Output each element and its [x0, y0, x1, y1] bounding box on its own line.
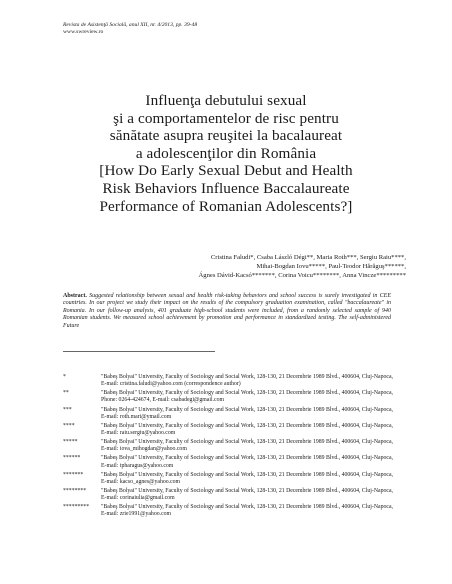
footnote-text: "Babeş Bolyai" University, Faculty of Sociology and Social Work, 128-130, 21 Decembrie 1989 Blvd., 400604, Cluj-Napoca, E-mail: raiu.sergiu@yahoo.com	[101, 422, 393, 436]
journal-citation: Revista de Asistenţă Socială, anul XII, nr. 4/2013, pp. 39-48	[63, 22, 198, 28]
journal-website: www.swreview.ro	[63, 29, 104, 35]
footnote-mark: ********	[63, 487, 87, 494]
footnote-text: "Babeş Bolyai" University, Faculty of Sociology and Social Work, 128-130, 21 Decembrie 1989 Blvd., 400604, Cluj-Napoca, E-mail: cristina.faludi@yahoo.com (correspondence author)	[101, 374, 393, 388]
title-ro-line: Influenţa debutului sexual	[145, 92, 307, 109]
author-line: Ágnes Dávid-Kacsó*******, Corina Voicu********, Anna Vincze*********	[198, 272, 406, 280]
footnote-text: "Babeş Bolyai" University, Faculty of Sociology and Social Work, 128-130, 21 Decembrie 1989 Blvd., 400604, Cluj-Napoca, E-mail: corinaiulia@gmail.com	[101, 487, 393, 502]
footnote	[63, 407, 393, 421]
journal-header	[63, 22, 197, 36]
footnote	[63, 439, 393, 453]
footnote	[63, 455, 393, 469]
footnote-divider	[63, 351, 215, 352]
title-ro-line: a adolescenţilor din România	[135, 144, 317, 162]
footnote-text: "Babeş Bolyai" University, Faculty of Sociology and Social Work, 128-130, 21 Decembrie 1989 Blvd., 400604, Cluj-Napoca, E-mail: zrie1991@yahoo.com	[101, 504, 393, 518]
footnote-text: "Babeş Bolyai" University, Faculty of Sociology and Social Work, 128-130, 21 Decembrie 1989 Blvd., 400604, Cluj-Napoca, E-mail: tpharagus@yahoo.com	[101, 455, 393, 469]
abstract	[63, 293, 391, 330]
footnote	[63, 374, 393, 388]
author-line: Cristina Faludi*, Csaba László Dégi**, Maria Roth***, Sergiu Raiu****,	[210, 254, 406, 261]
footnote	[63, 504, 393, 518]
title-en-line: Risk Behaviors Influence Baccalaureate	[102, 179, 350, 197]
footnotes	[63, 374, 393, 521]
author-line: Mihai-Bogdan Iovu*****, Paul-Teodor Hărăguş******,	[256, 263, 406, 271]
footnote	[63, 390, 393, 404]
footnote-mark: ***	[63, 406, 72, 413]
footnote-text: "Babeş Bolyai" University, Faculty of Sociology and Social Work, 128-130, 21 Decembrie 1989 Blvd., 400604, Cluj-Napoca, E-mail: kacso_agnes@yahoo.com	[101, 471, 393, 485]
footnote-mark: *	[63, 374, 66, 380]
footnote-mark: ****	[63, 422, 75, 429]
footnote-text: "Babeş Bolyai" University, Faculty of Sociology and Social Work, 128-130, 21 Decembrie 1989 Blvd., 400604, Cluj-Napoca, Phone: 0264-424674, E-mail: csabadegi@gmail.com	[101, 390, 393, 404]
paper-title	[40, 92, 412, 215]
footnote-mark: *********	[63, 504, 90, 511]
footnote-mark: ******	[63, 455, 81, 462]
author-list	[66, 253, 406, 281]
footnote	[63, 472, 393, 486]
footnote-text: "Babeş Bolyai" University, Faculty of Sociology and Social Work, 128-130, 21 Decembrie 1989 Blvd., 400604, Cluj-Napoca, E-mail: iova_mihogdan@yahoo.com	[101, 439, 393, 453]
abstract-label: Abstract.	[63, 293, 87, 299]
title-en-line: Performance of Romanian Adolescents?]	[99, 197, 353, 215]
footnote	[63, 423, 393, 437]
footnote-mark: *******	[63, 471, 84, 478]
abstract-body: Suggested relationship between sexual and health risk-taking behaviors and school success is surely investigated in CEE countries. In our project we study their impact on the results of the compulsory graduation examination, called "baccalaureate" in Romania. In our follow-up analysis, 401 graduate high-school students were included, from a randomly selected sample of 940 Romanian students. We measured school achievement by promotion and performance in standardized testing. The self-administered Future	[63, 293, 392, 329]
title-en-line: [How Do Early Sexual Debut and Health	[99, 162, 353, 180]
footnote-mark: *****	[63, 439, 78, 446]
title-ro-line: şi a comportamentelor de risc pentru	[113, 109, 339, 127]
title-ro-line: sănătate asupra reuşitei la bacalaureat	[109, 127, 343, 145]
footnote-text: "Babeş Bolyai" University, Faculty of Sociology and Social Work, 128-130, 21 Decembrie 1989 Blvd., 400604, Cluj-Napoca, E-mail: roth.mari@ymail.com	[101, 406, 393, 420]
footnote	[63, 488, 393, 502]
footnote-mark: **	[63, 390, 69, 397]
